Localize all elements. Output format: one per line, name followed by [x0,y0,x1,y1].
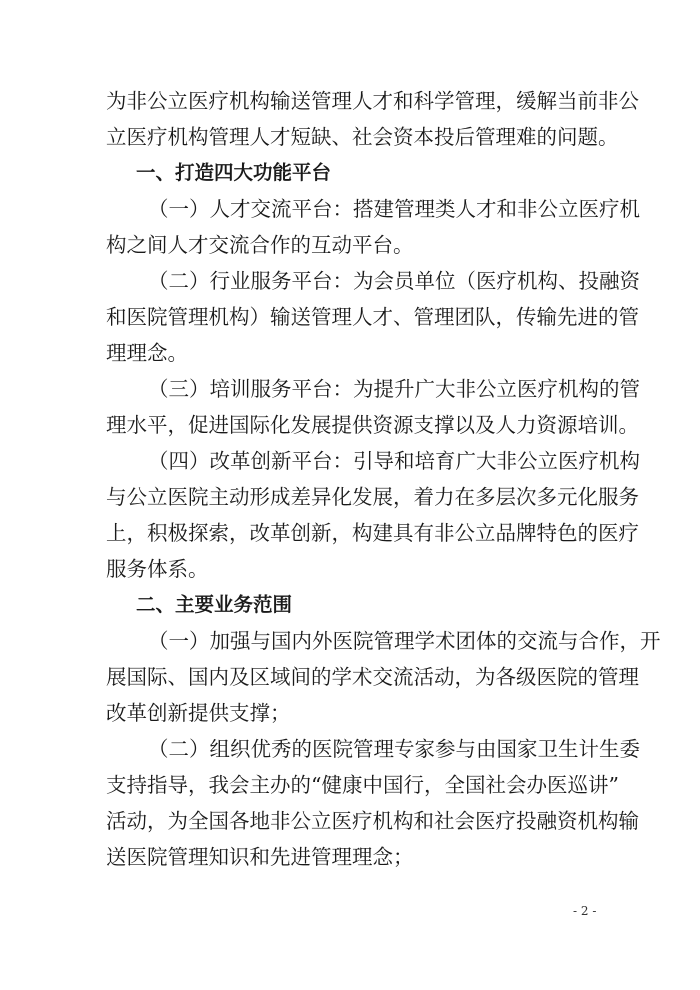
section-heading: 二、主要业务范围 [136,593,293,616]
body-line: 改革创新提供支撑； [106,701,291,725]
body-line: 上，积极探索，改革创新，构建具有非公立品牌特色的医疗 [106,521,639,545]
body-line: 为非公立医疗机构输送管理人才和科学管理，缓解当前非公 [106,89,639,113]
body-line: 支持指导，我会主办的“健康中国行，全国社会办医巡讲” [106,773,619,797]
document-body [106,83,661,875]
body-line: 立医疗机构管理人才短缺、社会资本投后管理难的问题。 [106,125,619,149]
body-line: （二）组织优秀的医院管理专家参与由国家卫生计生委 [148,737,640,761]
body-line: 和医院管理机构）输送管理人才、管理团队，传输先进的管 [106,305,639,329]
body-line: 送医院管理知识和先进管理理念； [106,845,414,869]
body-line: 与公立医院主动形成差异化发展，着力在多层次多元化服务 [106,485,639,509]
body-line: 理理念。 [106,341,188,365]
body-line: 活动，为全国各地非公立医疗机构和社会医疗投融资机构输 [106,809,639,833]
page-number: - 2 - [573,904,597,918]
body-line: 服务体系。 [106,557,209,581]
body-line: （一）加强与国内外医院管理学术团体的交流与合作，开 [148,629,661,653]
body-line: 构之间人才交流合作的互动平台。 [106,233,414,257]
body-line: （三）培训服务平台：为提升广大非公立医疗机构的管 [148,377,640,401]
body-line: 理水平，促进国际化发展提供资源支撑以及人力资源培训。 [106,413,639,437]
body-line: 展国际、国内及区域间的学术交流活动，为各级医院的管理 [106,665,639,689]
body-line: （一）人才交流平台：搭建管理类人才和非公立医疗机 [148,197,640,221]
section-heading: 一、打造四大功能平台 [136,161,332,184]
body-line: （二）行业服务平台：为会员单位（医疗机构、投融资 [148,269,640,293]
body-line: （四）改革创新平台：引导和培育广大非公立医疗机构 [148,449,640,473]
